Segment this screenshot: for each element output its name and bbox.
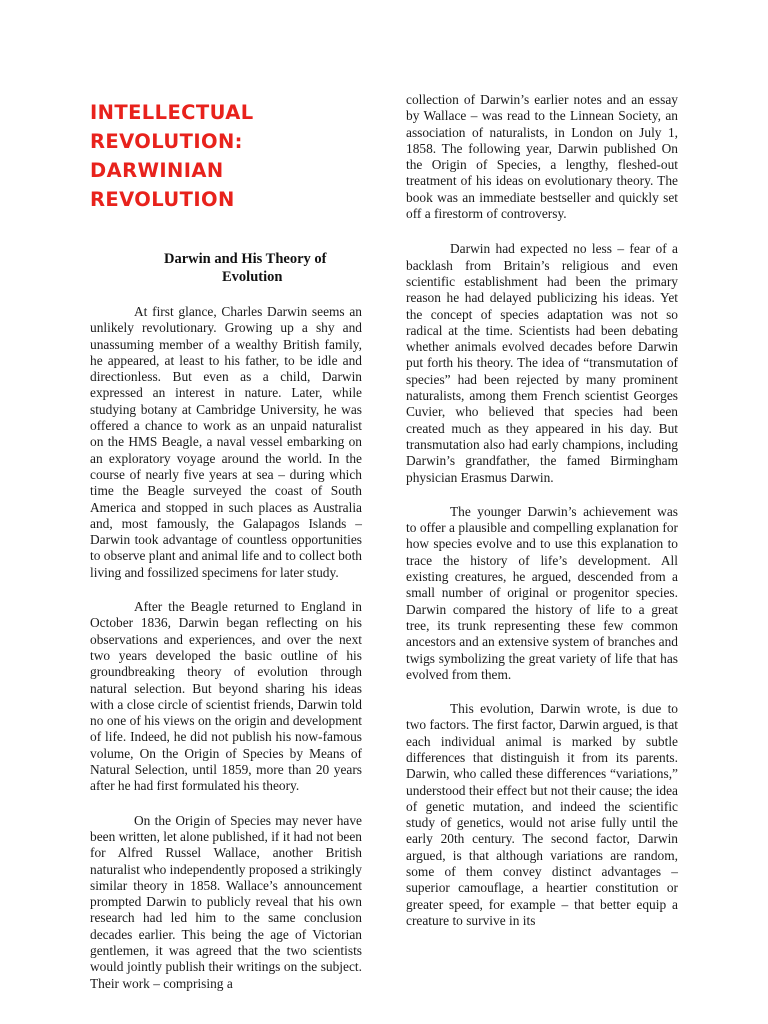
paragraph-two-factors: This evolution, Darwin wrote, is due to two factors. The first factor, Darwin argued, is that each individual animal is marked by subtle differences that distinguish it from its parents. Darwin, who called these differences “variations,” understood their effect but not their cause; the idea of genetic mutation, and indeed the scientific study of genetics, would not arise fully until the early 20th century. The second factor, Darwin argued, is that although variations are random, some of them convey distinct advantages – superior camouflage, a heartier constitution or greater speed, for example – that better equip a creature to survive in its	[406, 701, 678, 928]
title-line-1: INTELLECTUAL REVOLUTION:	[90, 101, 254, 153]
title-line-2: DARWINIAN REVOLUTION	[90, 159, 235, 211]
page-title	[90, 98, 362, 214]
section-heading	[90, 250, 362, 286]
paragraph-expected-no-less: Darwin had expected no less – fear of a backlash from Britain’s religious and even scientific establishment had been the primary reason he had delayed publicizing his ideas. Yet the concept of species adaptation was not so radical at the time. Scientists had been debating whether animals evolved decades before Darwin put forth his theory. The idea of “transmutation of species” had been rejected by many prominent naturalists, among them French scientist Georges Cuvier, who believed that species had been created much as they appeared in his day. But transmutation also had early champions, including Darwin’s grandfather, the famed Birmingham physician Erasmus Darwin.	[406, 241, 678, 485]
section-heading-line-2: Evolution	[222, 269, 283, 285]
paragraph-first-glance: At first glance, Charles Darwin seems an unlikely revolutionary. Growing up a shy and unassuming member of a wealthy British family, he appeared, at least to his father, to be idle and directionless. But even as a child, Darwin expressed an interest in nature. Later, while studying botany at Cambridge University, he was offered a chance to work as an unpaid naturalist on the HMS Beagle, a naval vessel embarking on an exploratory voyage around the world. In the course of nearly five years at sea – during which time the Beagle surveyed the coast of South America and stopped in such places as Australia and, most famously, the Galapagos Islands – Darwin took advantage of countless opportunities to observe plant and animal life and to collect both living and fossilized specimens for later study.	[90, 304, 362, 580]
paragraph-younger-darwin: The younger Darwin’s achievement was to offer a plausible and compelling explanation for how species evolve and to use this explanation to trace the history of life’s development. All existing creatures, he argued, descended from a small number of original or progenitor species. Darwin compared the history of life to a great tree, its trunk representing these few common ancestors and an extensive system of branches and twigs symbolizing the great variety of life that has evolved from them.	[406, 503, 678, 682]
left-column	[90, 92, 362, 1010]
paragraph-origin-of-species: On the Origin of Species may never have been written, let alone published, if it had not been for Alfred Russel Wallace, another British naturalist who independently proposed a strikingly similar theory in 1858. Wallace’s announcement prompted Darwin to publicly reveal that his own research had led him to the same conclusion decades earlier. This being the age of Victorian gentlemen, it was agreed that the two scientists would jointly publish their writings on the subject. Their work – comprising a	[90, 812, 362, 991]
right-column	[406, 92, 678, 947]
paragraph-continued-collection: collection of Darwin’s earlier notes and an essay by Wallace – was read to the Linnean Society, an association of naturalists, in London on July 1, 1858. The following year, Darwin published On the Origin of Species, a lengthy, fleshed-out treatment of his ideas on evolutionary theory. The book was an immediate bestseller and quickly set off a firestorm of controversy.	[406, 92, 678, 222]
paragraph-beagle-returned: After the Beagle returned to England in October 1836, Darwin began reflecting on his observations and experiences, and over the next two years developed the basic outline of his groundbreaking theory of evolution through natural selection. But beyond sharing his ideas with a close circle of scientist friends, Darwin told no one of his views on the origin and development of life. Indeed, he did not publish his now-famous volume, On the Origin of Species by Means of Natural Selection, until 1859, more than 20 years after he had first formulated his theory.	[90, 599, 362, 794]
section-heading-line-1: Darwin and His Theory of	[164, 251, 327, 267]
